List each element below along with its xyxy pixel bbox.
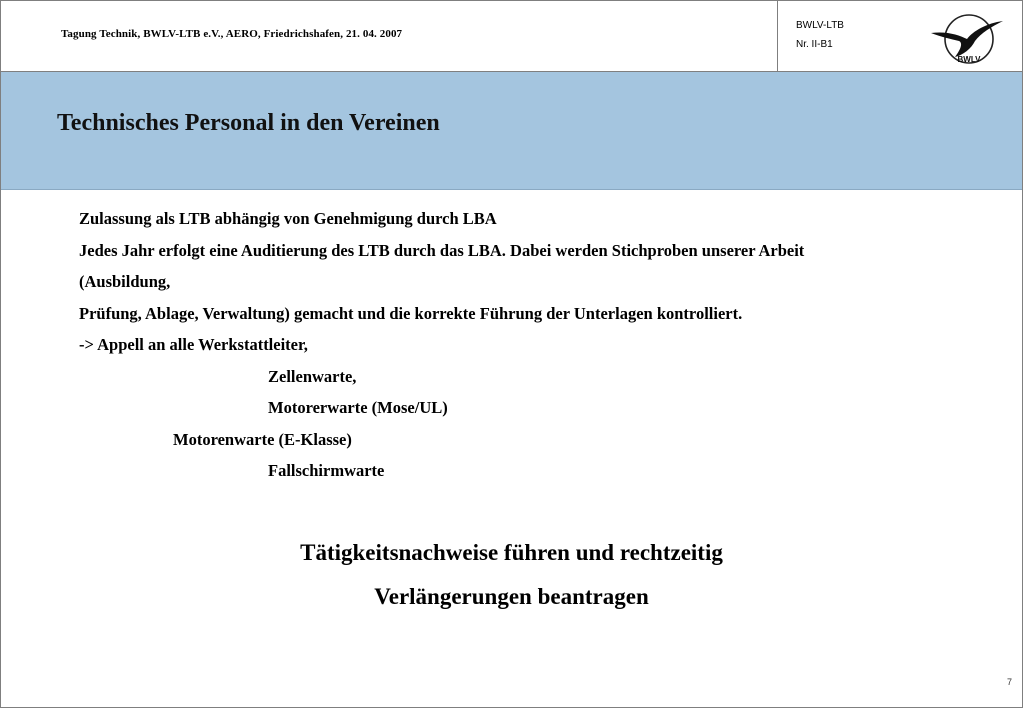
list-item-motorenwarte: Motorenwarte (E-Klasse) <box>173 429 352 449</box>
event-info: Tagung Technik, BWLV-LTB e.V., AERO, Friedrichshafen, 21. 04. 2007 <box>61 28 403 40</box>
logo-text: BWLV <box>957 55 981 64</box>
list-item-fallschirmwarte: Fallschirmwarte <box>268 461 385 480</box>
doc-number: Nr. II-B1 <box>796 39 833 50</box>
body-line-4: Prüfung, Ablage, Verwaltung) gemacht und die korrekte Führung der Unterlagen kontrolliert. <box>79 303 743 323</box>
bwlv-logo-icon <box>929 9 1005 67</box>
body-line-5: -> Appell an alle Werkstattleiter, <box>79 335 308 354</box>
list-item-zellenwarte: Zellenwarte, <box>268 366 357 386</box>
body-line-3: (Ausbildung, <box>79 272 171 291</box>
callout <box>1 531 1022 619</box>
slide-header <box>1 1 1022 72</box>
callout-line-1: Tätigkeitsnachweise führen und rechtzeitig <box>300 540 723 565</box>
header-divider <box>777 1 778 71</box>
title-band <box>1 72 1022 190</box>
page-number: 7 <box>1006 677 1012 687</box>
body-text <box>79 203 979 487</box>
callout-line-2: Verlängerungen beantragen <box>374 584 649 609</box>
org-block <box>796 16 844 54</box>
body-line-2: Jedes Jahr erfolgt eine Auditierung des LTB durch das LBA. Dabei werden Stichproben unserer Arbeit <box>79 240 805 260</box>
list-item-motorerwarte: Motorerwarte (Mose/UL) <box>268 398 448 417</box>
body-line-1: Zulassung als LTB abhängig von Genehmigung durch LBA <box>79 209 497 228</box>
slide-title: Technisches Personal in den Vereinen <box>57 110 440 136</box>
org-name: BWLV-LTB <box>796 20 844 31</box>
